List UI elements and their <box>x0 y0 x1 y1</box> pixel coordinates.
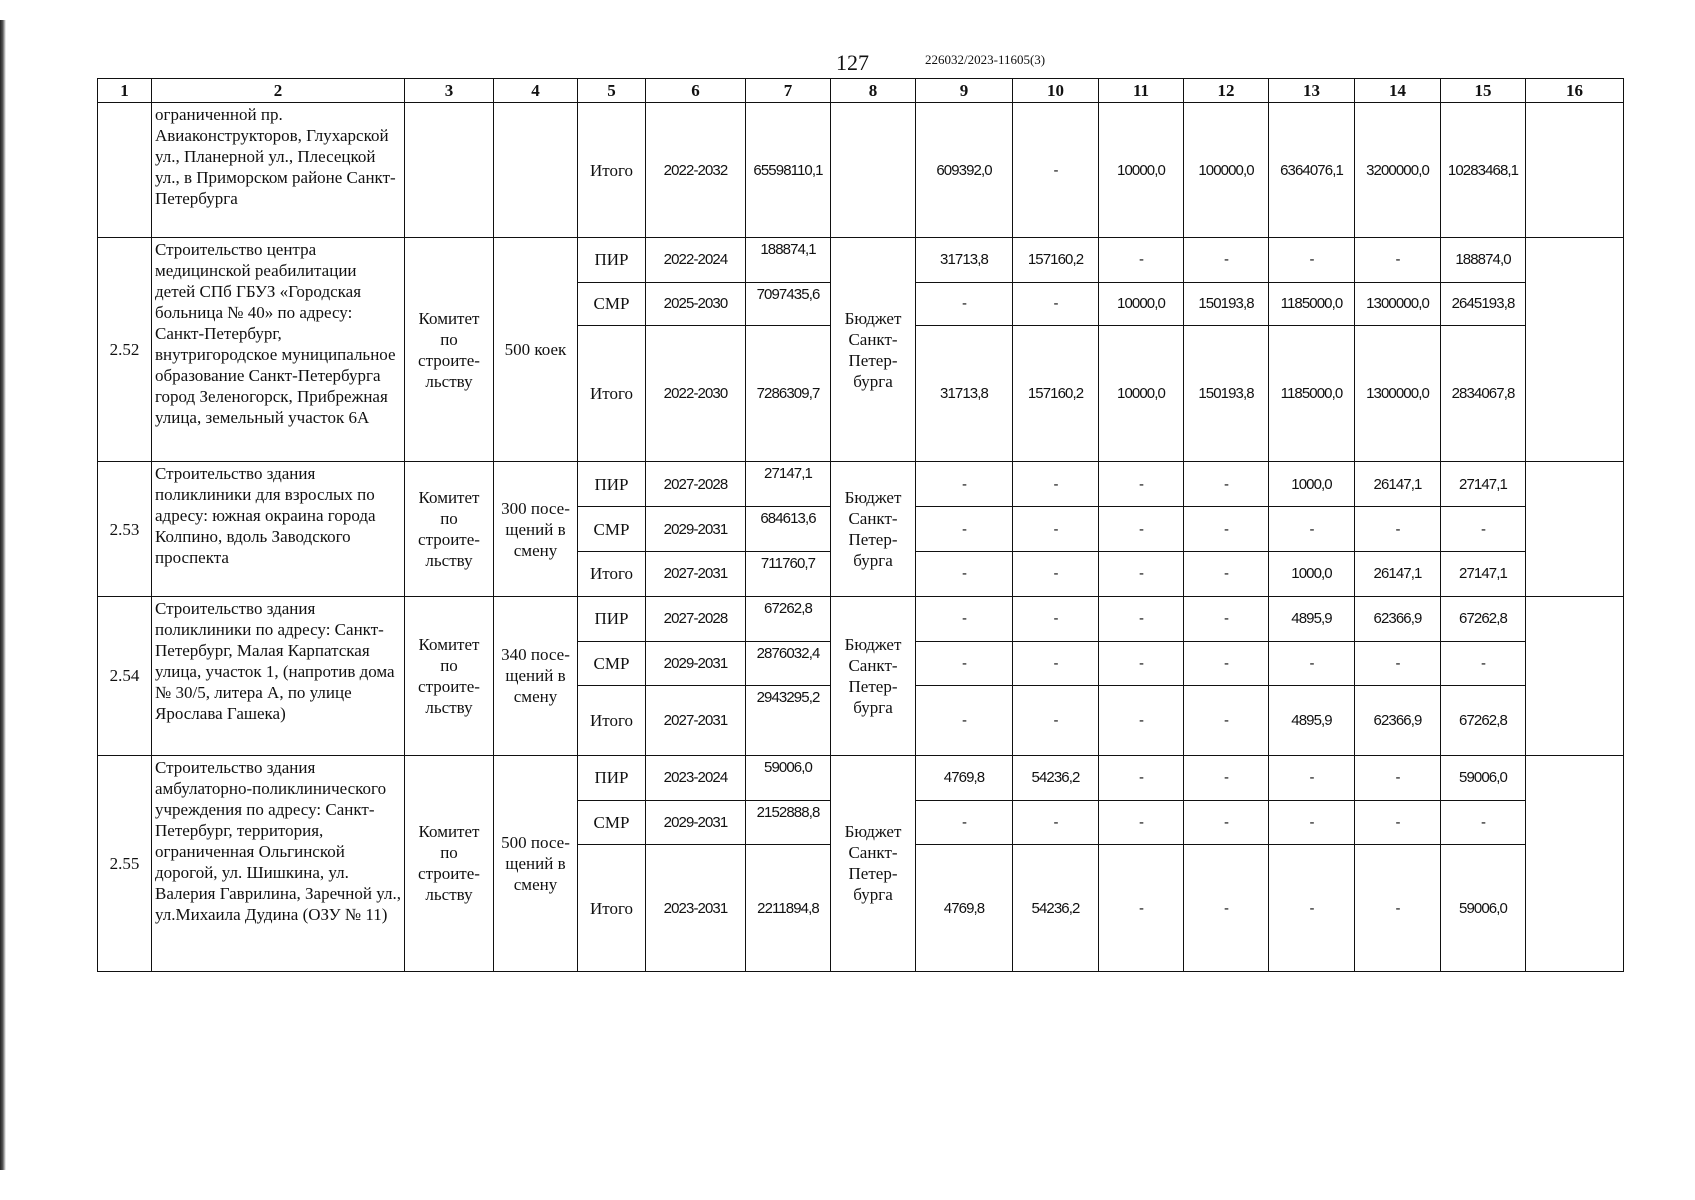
value-cell: - <box>1269 800 1355 845</box>
entry-capacity <box>494 103 578 238</box>
value-cell: 26147,1 <box>1355 551 1441 596</box>
value-cell: - <box>1184 686 1269 755</box>
value-cell: - <box>1099 800 1184 845</box>
funding-source: Бюджет Санкт-Петер-бурга <box>831 755 916 971</box>
empty-cell <box>1526 238 1624 462</box>
value-cell: - <box>1269 641 1355 686</box>
value-cell: - <box>916 800 1013 845</box>
stage-cell: СМР <box>578 507 646 552</box>
entry-id: 2.52 <box>98 238 152 462</box>
period-cell: 2027-2031 <box>646 686 746 755</box>
stage-cell: СМР <box>578 800 646 845</box>
table-row <box>98 238 1624 283</box>
entry-id <box>98 103 152 238</box>
column-number: 6 <box>646 79 746 103</box>
entry-description: Строительство здания поликлиники по адресу: Санкт-Петербург, Малая Карпатская улица, участок 1, (напротив дома № 30/5, литера А, по улице Ярослава Гашека) <box>152 596 405 755</box>
value-cell: - <box>1355 800 1441 845</box>
stage-cell: СМР <box>578 641 646 686</box>
total-cell: 59006,0 <box>746 755 831 800</box>
funding-source: Бюджет Санкт-Петер-бурга <box>831 462 916 597</box>
value-cell: 2645193,8 <box>1441 282 1526 325</box>
entry-description: ограниченной пр. Авиаконструкторов, Глухарской ул., Планерной ул., Плесецкой ул., в Приморском районе Санкт-Петербурга <box>152 103 405 238</box>
stage-cell: Итого <box>578 686 646 755</box>
value-cell: 54236,2 <box>1013 755 1099 800</box>
period-cell: 2027-2028 <box>646 596 746 641</box>
page-number: 127 <box>836 50 869 75</box>
value-cell: - <box>1184 800 1269 845</box>
scan-edge <box>0 20 6 1170</box>
entry-id: 2.55 <box>98 755 152 971</box>
entry-capacity: 300 посе-щений в смену <box>494 462 578 597</box>
column-number: 7 <box>746 79 831 103</box>
column-number: 15 <box>1441 79 1526 103</box>
table-row <box>98 103 1624 238</box>
entry-customer: Комитет по строите-льству <box>405 596 494 755</box>
column-number-row <box>98 79 1624 103</box>
value-cell: - <box>916 686 1013 755</box>
value-cell: 157160,2 <box>1013 238 1099 283</box>
value-cell: - <box>1099 686 1184 755</box>
total-cell: 7286309,7 <box>746 325 831 462</box>
value-cell: - <box>1099 755 1184 800</box>
value-cell: 4895,9 <box>1269 596 1355 641</box>
column-number: 11 <box>1099 79 1184 103</box>
value-cell: 27147,1 <box>1441 462 1526 507</box>
total-cell: 711760,7 <box>746 551 831 596</box>
value-cell: 27147,1 <box>1441 551 1526 596</box>
value-cell: 2834067,8 <box>1441 325 1526 462</box>
value-cell: - <box>1099 507 1184 552</box>
column-number: 3 <box>405 79 494 103</box>
value-cell: - <box>1099 596 1184 641</box>
value-cell: - <box>1269 507 1355 552</box>
value-cell: 59006,0 <box>1441 845 1526 972</box>
column-number: 12 <box>1184 79 1269 103</box>
value-cell: - <box>1013 462 1099 507</box>
value-cell: 26147,1 <box>1355 462 1441 507</box>
total-cell: 2152888,8 <box>746 800 831 845</box>
period-cell: 2029-2031 <box>646 507 746 552</box>
value-cell: 10000,0 <box>1099 282 1184 325</box>
value-cell: 10283468,1 <box>1441 103 1526 238</box>
value-cell: 10000,0 <box>1099 325 1184 462</box>
table-row <box>98 462 1624 507</box>
period-cell: 2027-2031 <box>646 551 746 596</box>
value-cell: 100000,0 <box>1184 103 1269 238</box>
table-row <box>98 596 1624 641</box>
value-cell: - <box>1355 507 1441 552</box>
stage-cell: ПИР <box>578 462 646 507</box>
period-cell: 2029-2031 <box>646 641 746 686</box>
stage-cell: ПИР <box>578 596 646 641</box>
value-cell: - <box>916 551 1013 596</box>
entry-capacity: 340 посе-щений в смену <box>494 596 578 755</box>
total-cell: 684613,6 <box>746 507 831 552</box>
total-cell: 2211894,8 <box>746 845 831 972</box>
value-cell: 150193,8 <box>1184 282 1269 325</box>
stage-cell: Итого <box>578 845 646 972</box>
entry-customer <box>405 103 494 238</box>
value-cell: 62366,9 <box>1355 686 1441 755</box>
empty-cell <box>1526 103 1624 238</box>
entry-customer: Комитет по строите-льству <box>405 755 494 971</box>
value-cell: - <box>1013 282 1099 325</box>
value-cell: - <box>1013 686 1099 755</box>
value-cell: - <box>1184 507 1269 552</box>
value-cell: 4769,8 <box>916 755 1013 800</box>
entry-description: Строительство здания амбулаторно-поликлинического учреждения по адресу: Санкт-Петербург, территория, ограниченная Ольгинской дорогой, ул. Шишкина, ул. Валерия Гаврилина, Заречной ул., ул.Михаила Дудина (ОЗУ № 11) <box>152 755 405 971</box>
funding-source: Бюджет Санкт-Петер-бурга <box>831 596 916 755</box>
period-cell: 2023-2024 <box>646 755 746 800</box>
entry-capacity: 500 коек <box>494 238 578 462</box>
total-cell: 188874,1 <box>746 238 831 283</box>
column-number: 1 <box>98 79 152 103</box>
value-cell: 3200000,0 <box>1355 103 1441 238</box>
value-cell: - <box>1269 755 1355 800</box>
value-cell: - <box>1184 755 1269 800</box>
value-cell: 609392,0 <box>916 103 1013 238</box>
entry-customer: Комитет по строите-льству <box>405 238 494 462</box>
value-cell: - <box>916 507 1013 552</box>
value-cell: - <box>916 641 1013 686</box>
value-cell: - <box>1099 641 1184 686</box>
value-cell: - <box>1441 800 1526 845</box>
entry-id: 2.53 <box>98 462 152 597</box>
document-reference: 226032/2023-11605(3) <box>925 52 1046 67</box>
empty-cell <box>1526 755 1624 971</box>
value-cell: 188874,0 <box>1441 238 1526 283</box>
value-cell: 1300000,0 <box>1355 325 1441 462</box>
empty-cell <box>1526 596 1624 755</box>
entry-description: Строительство здания поликлиники для взрослых по адресу: южная окраина города Колпино, вдоль Заводского проспекта <box>152 462 405 597</box>
value-cell: - <box>1355 755 1441 800</box>
column-number: 4 <box>494 79 578 103</box>
total-cell: 7097435,6 <box>746 282 831 325</box>
stage-cell: Итого <box>578 103 646 238</box>
value-cell: - <box>1441 507 1526 552</box>
column-number: 5 <box>578 79 646 103</box>
total-cell: 2876032,4 <box>746 641 831 686</box>
entry-capacity: 500 посе-щений в смену <box>494 755 578 971</box>
value-cell: 10000,0 <box>1099 103 1184 238</box>
entry-customer: Комитет по строите-льству <box>405 462 494 597</box>
value-cell: 150193,8 <box>1184 325 1269 462</box>
value-cell: - <box>1099 462 1184 507</box>
funding-source: Бюджет Санкт-Петер-бурга <box>831 238 916 462</box>
period-cell: 2022-2024 <box>646 238 746 283</box>
period-cell: 2022-2030 <box>646 325 746 462</box>
value-cell: - <box>1355 641 1441 686</box>
column-number: 14 <box>1355 79 1441 103</box>
budget-table <box>97 78 1624 972</box>
entry-description: Строительство центра медицинской реабилитации детей СПб ГБУЗ «Городская больница № 40» по адресу: Санкт-Петербург, внутригородское муниципальное образование Санкт-Петербурга город Зеленогорск, Прибрежная улица, земельный участок 6А <box>152 238 405 462</box>
column-number: 2 <box>152 79 405 103</box>
value-cell: - <box>1184 238 1269 283</box>
column-number: 9 <box>916 79 1013 103</box>
value-cell: - <box>1099 845 1184 972</box>
value-cell: - <box>1013 551 1099 596</box>
value-cell: - <box>1441 641 1526 686</box>
value-cell: - <box>1184 845 1269 972</box>
value-cell: - <box>1269 238 1355 283</box>
stage-cell: Итого <box>578 551 646 596</box>
column-number: 13 <box>1269 79 1355 103</box>
value-cell: 31713,8 <box>916 238 1013 283</box>
value-cell: 59006,0 <box>1441 755 1526 800</box>
column-number: 16 <box>1526 79 1624 103</box>
period-cell: 2027-2028 <box>646 462 746 507</box>
table-row <box>98 755 1624 800</box>
value-cell: - <box>1099 551 1184 596</box>
value-cell: - <box>916 596 1013 641</box>
value-cell: - <box>1355 238 1441 283</box>
entry-id: 2.54 <box>98 596 152 755</box>
value-cell: 54236,2 <box>1013 845 1099 972</box>
value-cell: 31713,8 <box>916 325 1013 462</box>
value-cell: - <box>1013 507 1099 552</box>
empty-cell <box>1526 462 1624 597</box>
total-cell: 2943295,2 <box>746 686 831 755</box>
stage-cell: СМР <box>578 282 646 325</box>
value-cell: - <box>1099 238 1184 283</box>
value-cell: 67262,8 <box>1441 686 1526 755</box>
value-cell: 1000,0 <box>1269 462 1355 507</box>
stage-cell: ПИР <box>578 755 646 800</box>
period-cell: 2029-2031 <box>646 800 746 845</box>
value-cell: - <box>1184 462 1269 507</box>
value-cell: - <box>1184 641 1269 686</box>
value-cell: 4769,8 <box>916 845 1013 972</box>
value-cell: - <box>916 282 1013 325</box>
total-cell: 67262,8 <box>746 596 831 641</box>
value-cell: 157160,2 <box>1013 325 1099 462</box>
value-cell: 4895,9 <box>1269 686 1355 755</box>
value-cell: 67262,8 <box>1441 596 1526 641</box>
value-cell: - <box>1355 845 1441 972</box>
stage-cell: ПИР <box>578 238 646 283</box>
value-cell: - <box>1013 641 1099 686</box>
value-cell: 62366,9 <box>1355 596 1441 641</box>
period-cell: 2025-2030 <box>646 282 746 325</box>
value-cell: - <box>1013 800 1099 845</box>
value-cell: 1185000,0 <box>1269 282 1355 325</box>
column-number: 8 <box>831 79 916 103</box>
value-cell: - <box>1184 551 1269 596</box>
period-cell: 2023-2031 <box>646 845 746 972</box>
value-cell: - <box>1184 596 1269 641</box>
value-cell: 1185000,0 <box>1269 325 1355 462</box>
period-cell: 2022-2032 <box>646 103 746 238</box>
value-cell: - <box>1269 845 1355 972</box>
funding-source <box>831 103 916 238</box>
value-cell: - <box>1013 103 1099 238</box>
stage-cell: Итого <box>578 325 646 462</box>
total-cell: 27147,1 <box>746 462 831 507</box>
value-cell: - <box>1013 596 1099 641</box>
value-cell: - <box>916 462 1013 507</box>
total-cell: 65598110,1 <box>746 103 831 238</box>
value-cell: 6364076,1 <box>1269 103 1355 238</box>
value-cell: 1000,0 <box>1269 551 1355 596</box>
column-number: 10 <box>1013 79 1099 103</box>
value-cell: 1300000,0 <box>1355 282 1441 325</box>
